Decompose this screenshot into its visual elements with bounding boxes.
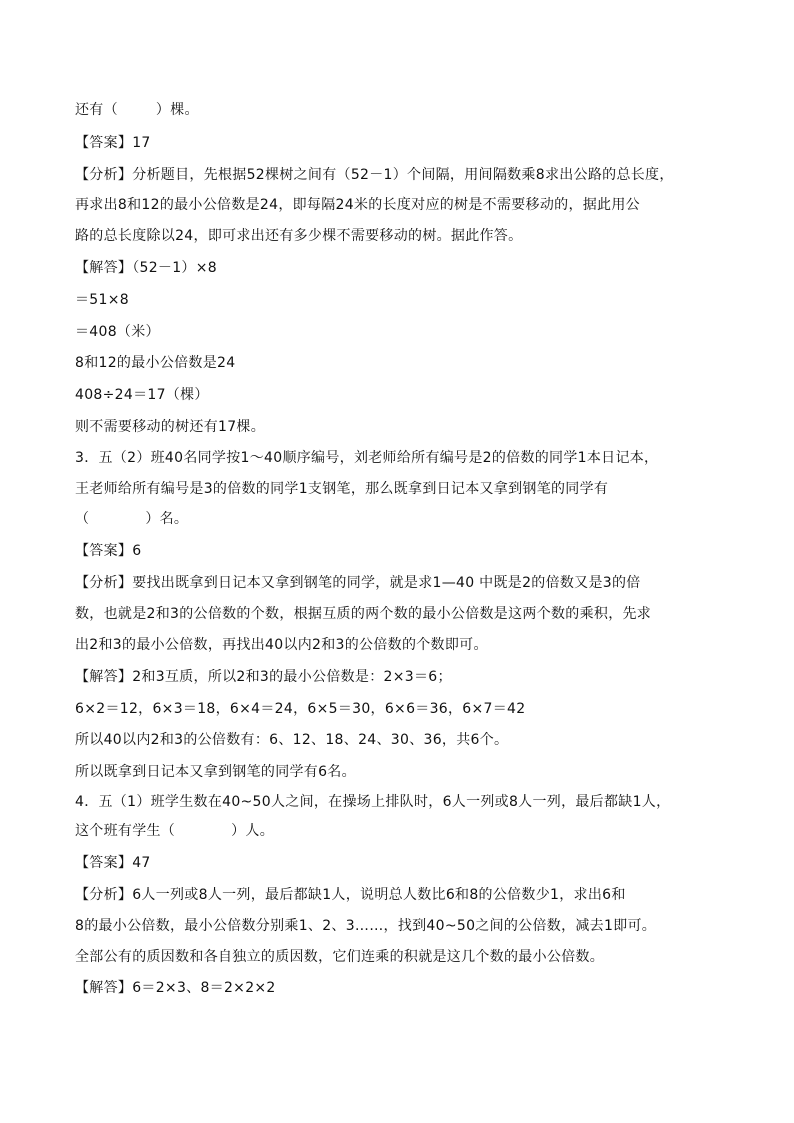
- q2-tail-suffix: ）棵。: [155, 102, 199, 118]
- q3-analysis-line: 出2和3的最小公倍数，再找出40以内2和3的公倍数的个数即可。: [75, 637, 488, 653]
- q2-solution-line: ＝408（米）: [75, 324, 160, 340]
- q2-solution-line: 408÷24＝17（棵）: [75, 387, 209, 403]
- q3-solution-line: 【解答】2和3互质，所以2和3的最小公倍数是：2×3＝6；: [75, 669, 452, 685]
- q4-solution-line: 【解答】6＝2×3、8＝2×2×2: [75, 980, 276, 996]
- q3-analysis-line: 【分析】要找出既拿到日记本又拿到钢笔的同学，就是求1—40 中既是2的倍数又是3的倍: [75, 575, 641, 591]
- q3-tail-suffix: ）名。: [145, 511, 189, 527]
- q2-analysis-line: 路的总长度除以24，即可求出还有多少棵不需要移动的树。据此作答。: [75, 228, 523, 244]
- q4-tail-suffix: ）人。: [231, 823, 275, 839]
- q2-solution-line: 8和12的最小公倍数是24: [75, 355, 236, 371]
- q4-analysis-line: 8的最小公倍数，最小公倍数分别乘1、2、3……，找到40~50之间的公倍数，减去1即可。: [75, 918, 657, 934]
- q4-question-tail: [75, 821, 735, 841]
- q4-question-line: 4．五（1）班学生数在40~50人之间，在操场上排队时，6人一列或8人一列，最后都缺1人，: [75, 794, 671, 810]
- q2-solution-line: 【解答】（52－1）×8: [75, 260, 217, 276]
- q4-tail-prefix: 这个班有学生（: [75, 823, 176, 839]
- q3-answer: 【答案】6: [75, 543, 142, 559]
- q2-tail-prefix: 还有（: [75, 102, 118, 118]
- q3-question-tail: [75, 509, 735, 529]
- q4-analysis-line: 全部公有的质因数和各自独立的质因数，它们连乘的积就是这几个数的最小公倍数。: [75, 949, 605, 965]
- q2-answer: 【答案】17: [75, 135, 151, 151]
- q3-solution-line: 所以既拿到日记本又拿到钢笔的同学有6名。: [75, 764, 356, 780]
- q2-solution-line: ＝51×8: [75, 292, 129, 308]
- q2-analysis-line: 【分析】分析题目，先根据52棵树之间有（52－1）个间隔，用间隔数乘8求出公路的总长度，: [75, 167, 674, 183]
- q4-analysis-line: 【分析】6人一列或8人一列，最后都缺1人，说明总人数比6和8的公倍数少1，求出6和: [75, 887, 626, 903]
- q3-question-line: 王老师给所有编号是3的倍数的同学1支钢笔，那么既拿到日记本又拿到钢笔的同学有: [75, 481, 609, 497]
- q3-question-line: 3．五（2）班40名同学按1～40顺序编号，刘老师给所有编号是2的倍数的同学1本日记本，: [75, 450, 659, 466]
- q2-analysis-line: 再求出8和12的最小公倍数是24，即每隔24米的长度对应的树是不需要移动的，据此用公: [75, 197, 640, 213]
- q3-solution-line: 6×2＝12，6×3＝18，6×4＝24，6×5＝30，6×6＝36，6×7＝42: [75, 701, 526, 717]
- q3-solution-line: 所以40以内2和3的公倍数有：6、12、18、24、30、36，共6个。: [75, 732, 509, 748]
- q2-question-tail: [75, 100, 735, 120]
- q4-answer: 【答案】47: [75, 855, 151, 871]
- q2-solution-line: 则不需要移动的树还有17棵。: [75, 419, 266, 435]
- q3-tail-prefix: （: [75, 511, 90, 527]
- q3-analysis-line: 数，也就是2和3的公倍数的个数，根据互质的两个数的最小公倍数是这两个数的乘积，先求: [75, 606, 652, 622]
